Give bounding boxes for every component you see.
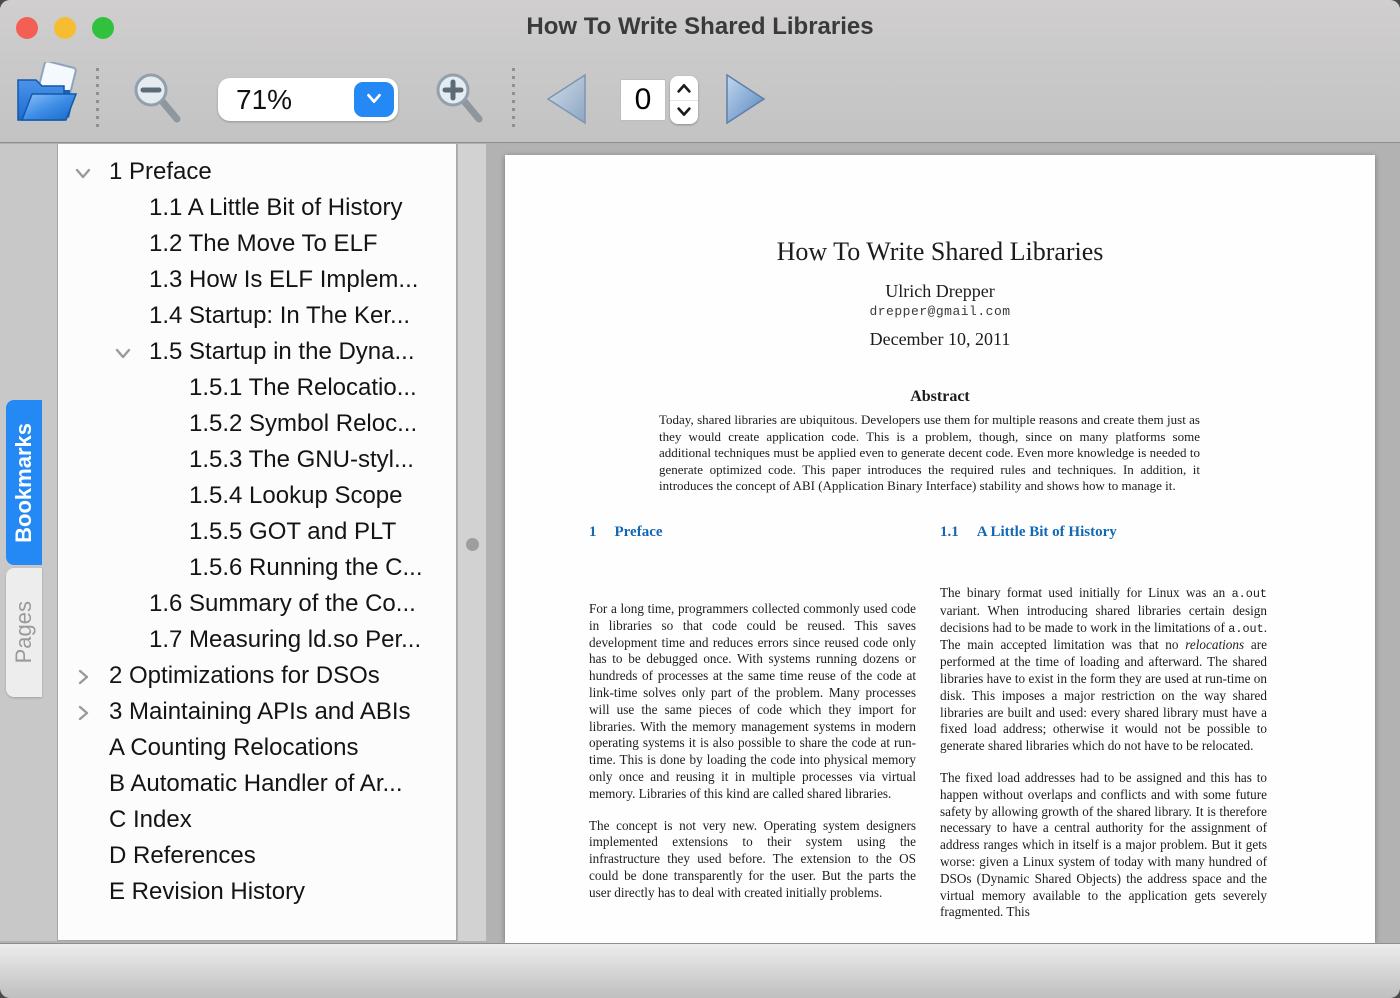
outline-item-label: 1.5.1 The Relocatio... (189, 374, 417, 401)
open-folder-icon (12, 116, 80, 131)
outline-item-label: 1.4 Startup: In The Ker... (149, 302, 411, 329)
zoom-out-button[interactable] (131, 70, 187, 133)
chevron-down-icon[interactable] (111, 341, 135, 365)
zoom-level-value: 71% (236, 83, 293, 115)
outline-item[interactable] (58, 370, 456, 406)
sidebar-tab-rail (0, 144, 57, 941)
outline-item[interactable] (58, 514, 456, 550)
pdf-paragraph: The fixed load addresses had to be assigned and this has to happen without overlaps and conflicts and with some future safety by allowing growth of the shared library. It is therefore necessary to have a central authority for the assignment of address ranges which in itself is a major problem. But it gets worse: given a Linux system of today with many hundred of DSOs (Dynamic Shared Objects) the address space and the virtual memory available to the application gets severely fragmented. This (940, 769, 1267, 920)
outline-item-label: 1.5.3 The GNU-styl... (189, 446, 414, 473)
pdf-right-column (940, 585, 1267, 936)
zoom-level-select[interactable] (218, 78, 398, 121)
outline-item[interactable] (58, 550, 456, 586)
outline-item[interactable] (58, 838, 456, 874)
outline-item-label: 1.7 Measuring ld.so Per... (149, 626, 422, 653)
stepper-up-icon[interactable] (670, 76, 698, 101)
outline-item-label: 1.5.4 Lookup Scope (189, 482, 403, 509)
pdf-abstract-heading: Abstract (910, 388, 970, 405)
bookmarks-outline-panel (57, 144, 457, 941)
outline-item-label: 2 Optimizations for DSOs (109, 662, 380, 689)
outline-item[interactable] (58, 298, 456, 334)
zoom-in-button[interactable] (433, 70, 489, 133)
outline-item[interactable] (58, 406, 456, 442)
outline-item[interactable] (58, 334, 456, 370)
outline-item-label: 1.6 Summary of the Co... (149, 590, 416, 617)
tab-bookmarks-label: Bookmarks (11, 422, 36, 543)
back-arrow-icon (543, 114, 591, 129)
pdf-doc-author: Ulrich Drepper (885, 281, 995, 301)
outline-item[interactable] (58, 226, 456, 262)
outline-list (58, 154, 456, 910)
tab-pages-label: Pages (11, 601, 36, 664)
outline-item-label: B Automatic Handler of Ar... (109, 770, 403, 797)
outline-item[interactable] (58, 874, 456, 910)
pdf-page (505, 155, 1375, 943)
outline-item-label: E Revision History (109, 878, 306, 905)
outline-item-label: 3 Maintaining APIs and ABIs (109, 698, 411, 725)
outline-item-label: 1.3 How Is ELF Implem... (149, 266, 419, 293)
window-chrome (0, 0, 1400, 143)
forward-arrow-icon (721, 114, 769, 129)
outline-item-label: 1.1 A Little Bit of History (149, 194, 403, 221)
toolbar-separator (96, 68, 99, 128)
outline-item[interactable] (58, 658, 456, 694)
previous-page-button[interactable] (543, 72, 591, 129)
pdf-section-heading-preface: 1 Preface (589, 524, 663, 540)
chevron-right-icon[interactable] (71, 701, 95, 725)
outline-item[interactable] (58, 766, 456, 802)
page-number-stepper[interactable] (670, 76, 698, 124)
outline-item[interactable] (58, 586, 456, 622)
outline-item-label: 1.5.6 Running the C... (189, 554, 423, 581)
outline-item-label: 1 Preface (109, 158, 212, 185)
outline-item[interactable] (58, 190, 456, 226)
tab-pages[interactable] (6, 568, 42, 697)
outline-item-label: D References (109, 842, 256, 869)
outline-item-label: C Index (109, 806, 192, 833)
outline-item[interactable] (58, 694, 456, 730)
next-page-button[interactable] (721, 72, 769, 129)
outline-item[interactable] (58, 622, 456, 658)
zoom-select-dropdown-button[interactable] (354, 82, 394, 117)
toolbar-separator (512, 68, 515, 128)
outline-item[interactable] (58, 442, 456, 478)
outline-item[interactable] (58, 730, 456, 766)
pdf-section-heading-history: 1.1 A Little Bit of History (940, 524, 1117, 540)
outline-item-label: 1.5 Startup in the Dyna... (149, 338, 415, 365)
zoom-out-magnifier-icon (131, 118, 187, 133)
pdf-paragraph: The concept is not very new. Operating system designers implemented extensions to their system using the infrastructure they used before. The extension to the OS could be done transparently for the user. But the parts the user directly has to deal with created initially problems. (589, 817, 916, 900)
open-file-button[interactable] (12, 62, 80, 131)
status-bar (0, 943, 1400, 998)
pdf-left-column (589, 601, 916, 917)
outline-item[interactable] (58, 262, 456, 298)
pdf-doc-date: December 10, 2011 (869, 329, 1011, 349)
pdf-paragraph: The binary format used initially for Linux was an a.out variant. When introducing shared libraries certain design decisions had to be made to work in the limitations of a.out. The main accepted limitation was that no relocations are performed at the time of loading and afterward. The shared libraries have to exist in the form they are used at run-time on disk. This imposes a major restriction on the way shared libraries are built and used: every shared library must have a fixed load address; otherwise it would not be possible to generate shared libraries which do not have to be relocated. (940, 585, 1267, 754)
combo-chevron-down-icon (363, 87, 385, 112)
outline-item-label: 1.5.5 GOT and PLT (189, 518, 397, 545)
window-title: How To Write Shared Libraries (526, 13, 874, 40)
pdf-view[interactable] (487, 144, 1400, 943)
outline-item-label: 1.5.2 Symbol Reloc... (189, 410, 418, 437)
splitter-handle-icon[interactable] (466, 538, 479, 551)
outline-item[interactable] (58, 802, 456, 838)
pdf-doc-email: drepper@gmail.com (869, 304, 1011, 319)
sidebar-splitter[interactable] (458, 144, 487, 941)
chevron-right-icon[interactable] (71, 665, 95, 689)
page-number-input[interactable] (620, 79, 666, 121)
pdf-paragraph: For a long time, programmers collected commonly used code in libraries so that code could be reused. This saves development time and reduces errors since reused code only has to be debugged once. With systems running dozens or hundreds of processes at the same time reuse of the code at link-time solves only part of the problem. Many processes will use the same pieces of code which they import for libraries. With the memory management systems in modern operating systems it is also possible to share the code at run-time. This is done by loading the code into physical memory only once and reusing it in multiple processes via virtual memory. Libraries of this kind are called shared libraries. (589, 601, 916, 801)
chevron-down-icon[interactable] (71, 161, 95, 185)
pdf-abstract-text: Today, shared libraries are ubiquitous. Developers use them for multiple reasons and create them just as they would create application code. This is a problem, though, since on many platforms some additional techniques must be applied even to generate decent code. Even more knowledge is needed to generate optimized code. This paper introduces the required rules and techniques. In addition, it introduces the concept of ABI (Application Binary Interface) stability and shows how to manage it. (659, 412, 1200, 493)
zoom-in-magnifier-icon (433, 118, 489, 133)
outline-item-label: A Counting Relocations (109, 734, 359, 761)
outline-item[interactable] (58, 154, 456, 190)
pdf-doc-title: How To Write Shared Libraries (776, 237, 1104, 266)
outline-item[interactable] (58, 478, 456, 514)
outline-item-label: 1.2 The Move To ELF (149, 230, 378, 257)
stepper-down-icon[interactable] (670, 101, 698, 125)
tab-bookmarks[interactable] (6, 400, 42, 565)
